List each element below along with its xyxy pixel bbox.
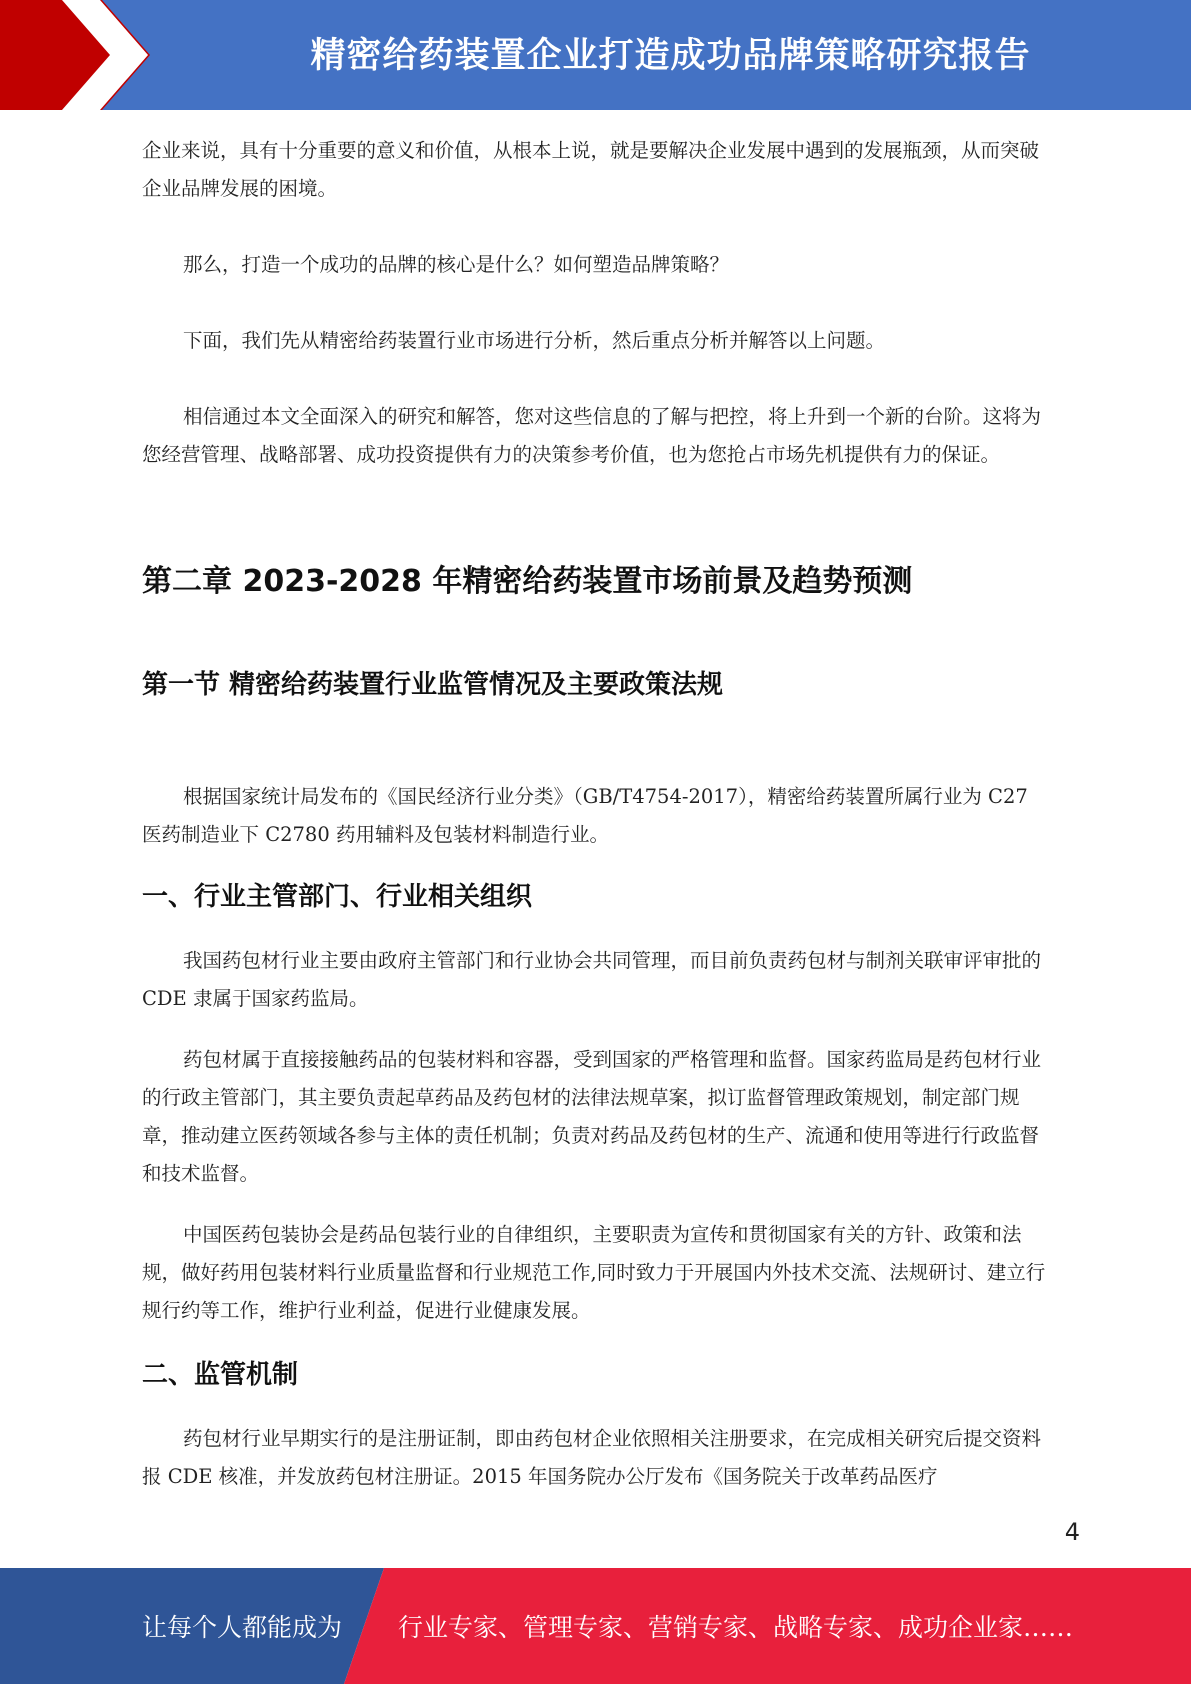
paragraph-association: 中国医药包装协会是药品包装行业的自律组织，主要职责为宣传和贯彻国家有关的方针、政策和法规，做好药用包装材料行业质量监督和行业规范工作,同时致力于开展国内外技术交流、法规研讨、建立行规行约等工作，维护行业利益，促进行业健康发展。 — [142, 1223, 1046, 1322]
chapter-heading: 第二章 2023-2028 年精密给药装置市场前景及趋势预测 — [142, 564, 913, 599]
footer-slogan-left: 让每个人都能成为 — [142, 1613, 343, 1642]
paragraph-departments: 我国药包材行业主要由政府主管部门和行业协会共同管理，而目前负责药包材与制剂关联审评审批的 CDE 隶属于国家药监局。 — [142, 949, 1042, 1010]
page-number: 4 — [1064, 1518, 1080, 1546]
subheading-mechanism: 二、监管机制 — [142, 1360, 299, 1390]
footer-slogan-right: 行业专家、管理专家、营销专家、战略专家、成功企业家…… — [398, 1613, 1074, 1642]
report-title: 精密给药装置企业打造成功品牌策略研究报告 — [310, 36, 1031, 76]
subheading-departments: 一、行业主管部门、行业相关组织 — [142, 882, 533, 912]
paragraph-question: 那么，打造一个成功的品牌的核心是什么？如何塑造品牌策略？ — [183, 253, 730, 276]
section-heading: 第一节 精密给药装置行业监管情况及主要政策法规 — [142, 670, 724, 700]
paragraph-intro: 企业来说，具有十分重要的意义和价值，从根本上说，就是要解决企业发展中遇到的发展瓶颈，从而突破企业品牌发展的困境。 — [142, 139, 1040, 200]
paragraph-regulator: 药包材属于直接接触药品的包装材料和容器，受到国家的严格管理和监督。国家药监局是药包材行业的行政主管部门，其主要负责起草药品及药包材的法律法规草案，拟订监督管理政策规划，制定部门规章，推动建立医药领域各参与主体的责任机制；负责对药品及药包材的生产、流通和使用等进行行政监督和技术监督。 — [142, 1048, 1042, 1185]
paragraph-next: 下面，我们先从精密给药装置行业市场进行分析，然后重点分析并解答以上问题。 — [183, 329, 886, 352]
page-header — [0, 0, 1191, 110]
paragraph-believe: 相信通过本文全面深入的研究和解答，您对这些信息的了解与把控，将上升到一个新的台阶。这将为您经营管理、战略部署、成功投资提供有力的决策参考价值，也为您抢占市场先机提供有力的保证。 — [142, 405, 1042, 466]
paragraph-mechanism: 药包材行业早期实行的是注册证制，即由药包材企业依照相关注册要求，在完成相关研究后提交资料报 CDE 核准，并发放药包材注册证。2015 年国务院办公厅发布《国务院关于改革药品医疗 — [142, 1427, 1042, 1488]
paragraph-classification: 根据国家统计局发布的《国民经济行业分类》（GB/T4754-2017），精密给药装置所属行业为 C27 医药制造业下 C2780 药用辅料及包装材料制造行业。 — [142, 785, 1028, 846]
page-footer — [0, 1568, 1191, 1684]
